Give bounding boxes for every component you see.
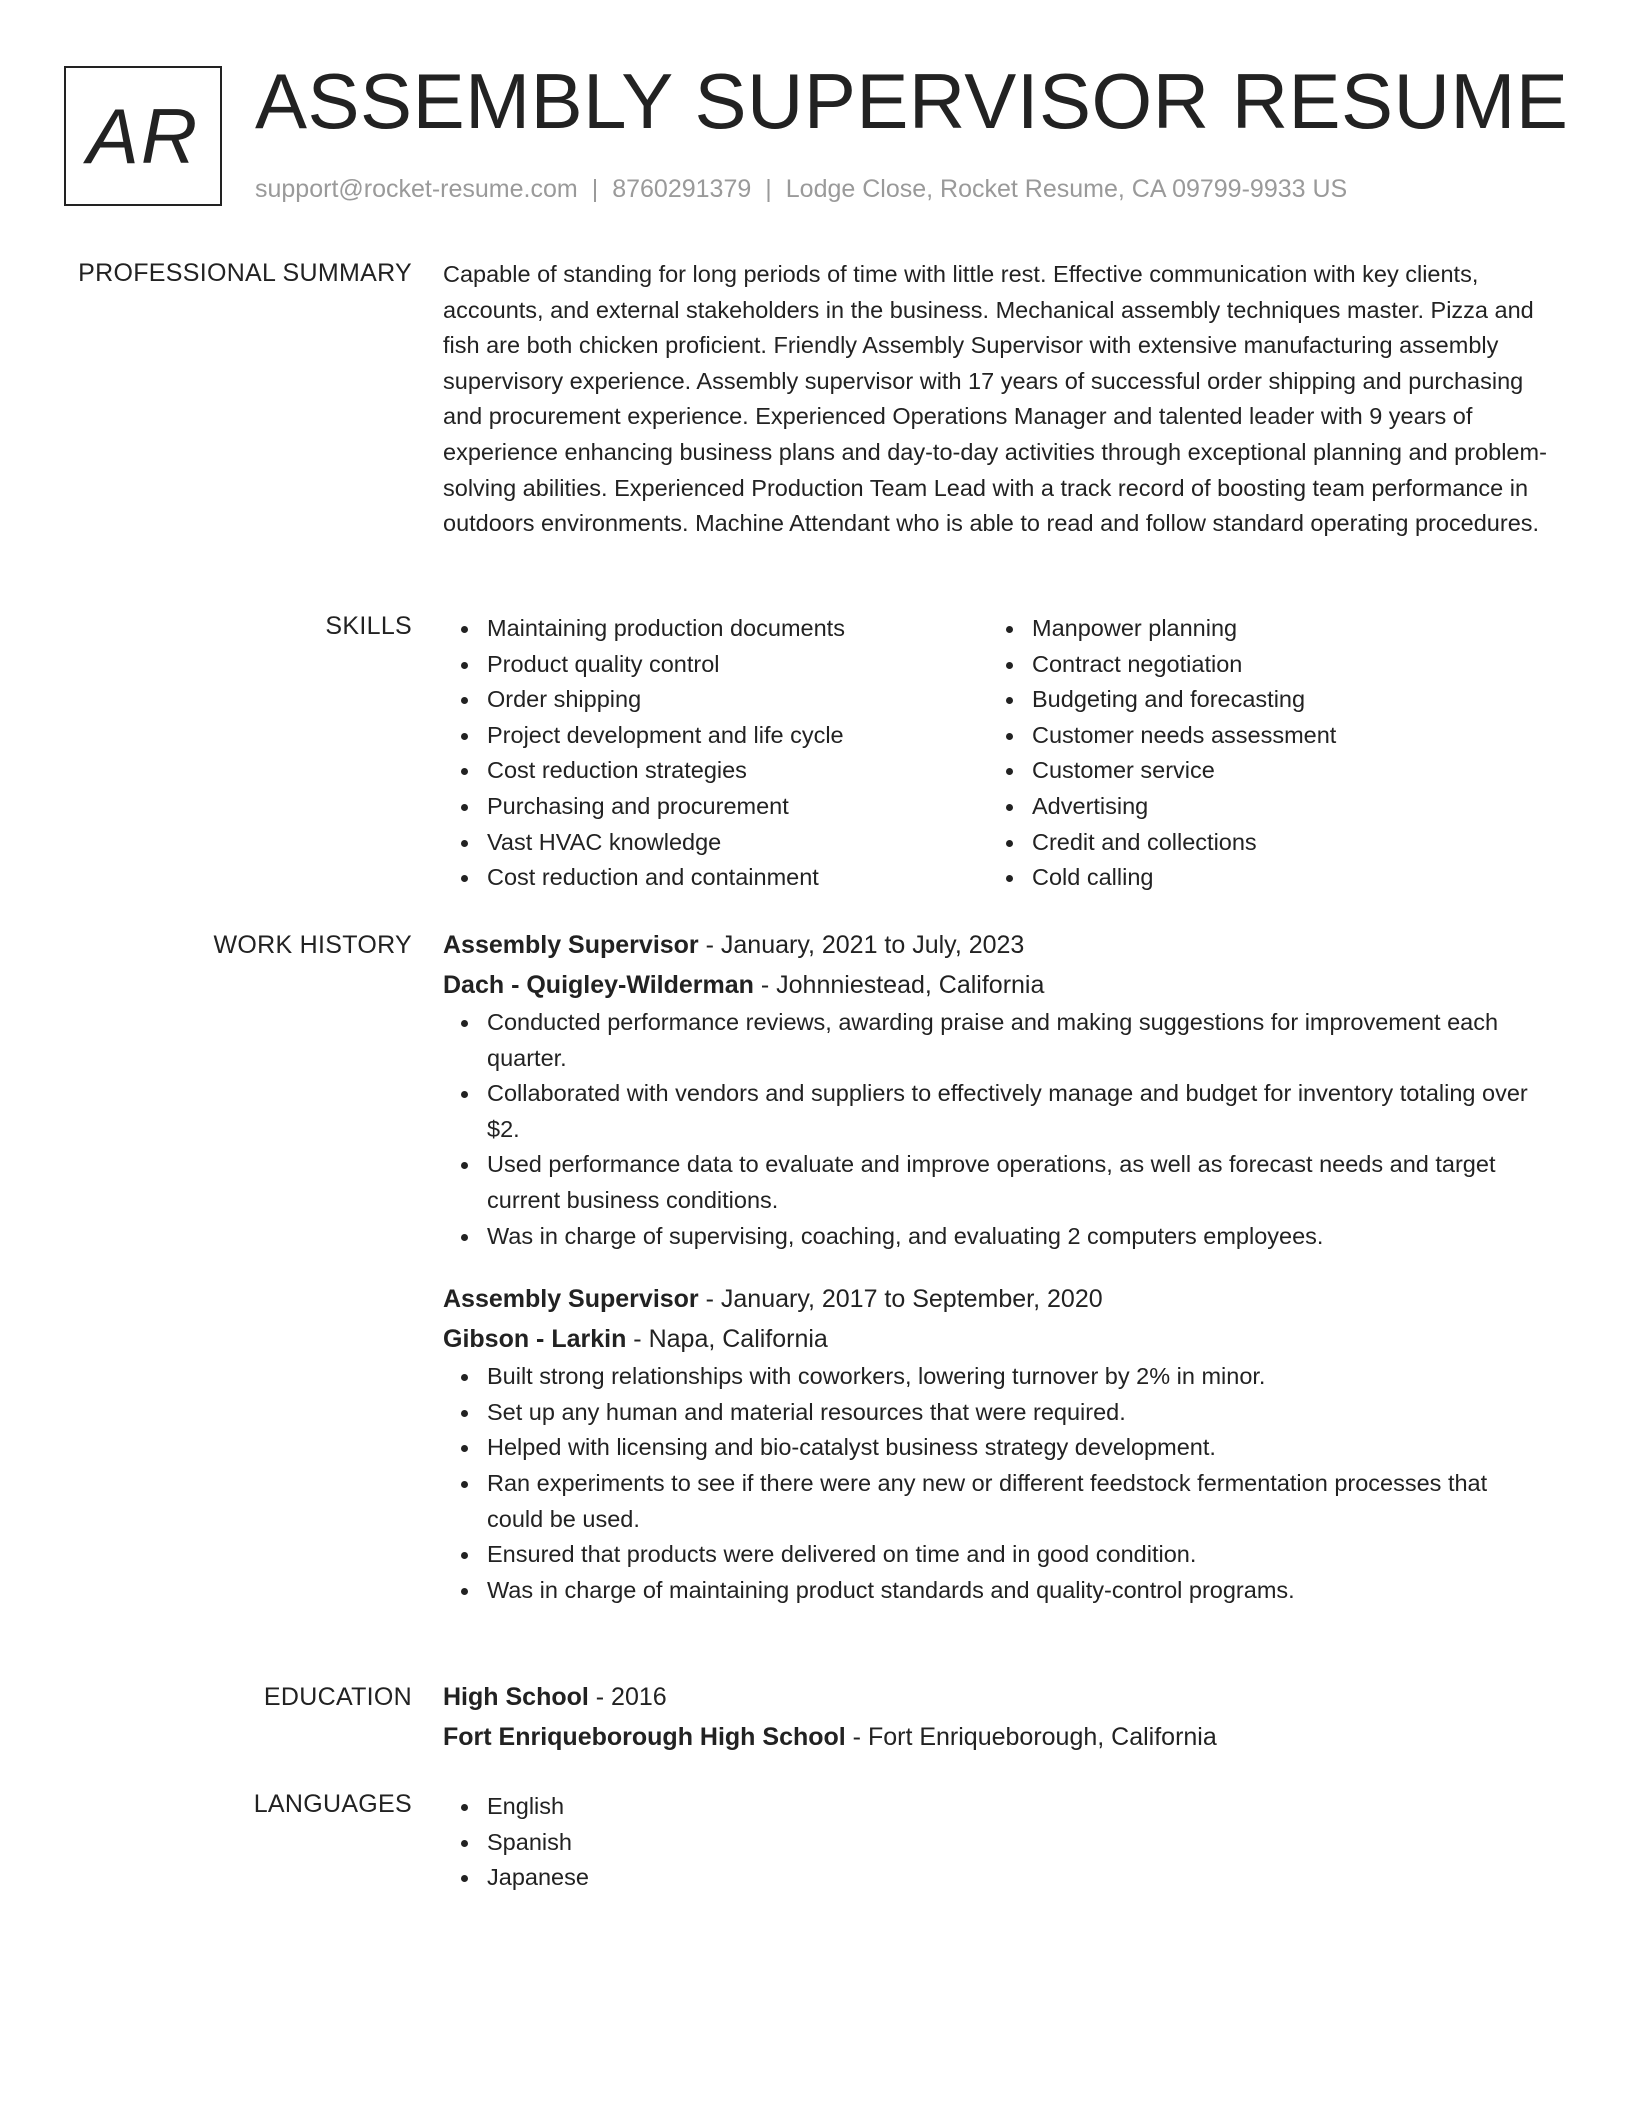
job-title-line: [443, 1279, 1548, 1319]
skill-item: Customer service: [988, 753, 1533, 789]
job-dates: - January, 2021 to July, 2023: [698, 931, 1025, 959]
skill-item: Manpower planning: [988, 611, 1533, 647]
skills-left-list: [443, 611, 988, 896]
skills-right-list: [988, 611, 1533, 896]
education-body: [443, 1677, 1548, 1757]
skill-item: Budgeting and forecasting: [988, 682, 1533, 718]
skill-item: Cost reduction strategies: [443, 753, 988, 789]
contact-line: [255, 174, 1347, 204]
job-company-line: [443, 965, 1548, 1005]
job-location: - Johnniestead, California: [753, 971, 1045, 999]
job-entry: [443, 925, 1548, 1254]
language-item: Japanese: [443, 1860, 1548, 1896]
section-label-work-history: WORK HISTORY: [213, 931, 412, 959]
skill-item: Advertising: [988, 789, 1533, 825]
skill-item: Contract negotiation: [988, 647, 1533, 683]
skills-body: [443, 611, 1548, 896]
job-bullet-item: Ensured that products were delivered on time and in good condition.: [443, 1537, 1548, 1573]
job-bullet-item: Was in charge of maintaining product standards and quality-control programs.: [443, 1573, 1548, 1609]
language-item: Spanish: [443, 1825, 1548, 1861]
education-school: Fort Enriqueborough High School: [443, 1723, 846, 1751]
job-bullet-list: [443, 1005, 1548, 1254]
job-title: Assembly Supervisor: [443, 931, 699, 959]
summary-body: [443, 257, 1548, 542]
job-bullet-item: Set up any human and material resources that were required.: [443, 1395, 1548, 1431]
contact-separator: |: [765, 175, 772, 203]
job-title-line: [443, 925, 1548, 965]
skill-item: Customer needs assessment: [988, 718, 1533, 754]
job-company: Gibson - Larkin: [443, 1325, 627, 1354]
section-label-education: EDUCATION: [263, 1683, 412, 1711]
education-degree-line: [443, 1677, 1548, 1717]
job-company-line: [443, 1319, 1548, 1359]
summary-text: Capable of standing for long periods of time with little rest. Effective communication with key clients, accounts, and external stakeholders in the business. Mechanical assembly techniques master. Pizza and fish are both chicken proficient. Friendly Assembly Supervisor with extensive manufacturing assembly supervisory experience. Assembly supervisor with 17 years of successful order shipping and purchasing and procurement experience. Experienced Operations Manager and talented leader with 9 years of experience enhancing business plans and day-to-day activities through exceptional planning and problem-solving abilities. Experienced Production Team Lead with a track record of boosting team performance in outdoors environments. Machine Attendant who is able to read and follow standard operating procedures.: [443, 261, 1547, 537]
contact-address: Lodge Close, Rocket Resume, CA 09799-9933 US: [785, 175, 1348, 203]
contact-separator: |: [591, 175, 599, 203]
contact-email: support@rocket-resume.com: [255, 175, 578, 203]
job-bullet-item: Helped with licensing and bio-catalyst business strategy development.: [443, 1430, 1548, 1466]
job-bullet-item: Collaborated with vendors and suppliers to effectively manage and budget for inventory totaling over $2.: [443, 1076, 1548, 1147]
skill-item: Maintaining production documents: [443, 611, 988, 647]
skill-item: Purchasing and procurement: [443, 789, 988, 825]
job-title: Assembly Supervisor: [443, 1285, 699, 1314]
education-school-line: [443, 1717, 1548, 1757]
work-history-body: [443, 925, 1548, 1608]
skill-item: Vast HVAC knowledge: [443, 825, 988, 861]
section-label-summary: PROFESSIONAL SUMMARY: [78, 259, 412, 287]
job-bullet-item: Built strong relationships with coworkers, lowering turnover by 2% in minor.: [443, 1359, 1548, 1395]
skill-item: Product quality control: [443, 647, 988, 683]
job-company: Dach - Quigley-Wilderman: [443, 971, 754, 999]
job-bullet-item: Used performance data to evaluate and improve operations, as well as forecast needs and target current business conditions.: [443, 1147, 1548, 1218]
job-bullet-item: Ran experiments to see if there were any new or different feedstock fermentation processes that could be used.: [443, 1466, 1548, 1537]
job-bullet-list: [443, 1359, 1548, 1608]
skill-item: Order shipping: [443, 682, 988, 718]
skill-item: Cost reduction and containment: [443, 860, 988, 896]
languages-list: [443, 1789, 1548, 1896]
skills-grid: [443, 611, 1548, 896]
languages-body: [443, 1789, 1548, 1896]
job-dates: - January, 2017 to September, 2020: [698, 1285, 1103, 1314]
section-label-languages: LANGUAGES: [253, 1790, 412, 1818]
job-bullet-item: Was in charge of supervising, coaching, and evaluating 2 computers employees.: [443, 1219, 1548, 1255]
skill-item: Credit and collections: [988, 825, 1533, 861]
education-year: - 2016: [588, 1683, 667, 1711]
job-entry: [443, 1279, 1548, 1608]
skill-item: Project development and life cycle: [443, 718, 988, 754]
skill-item: Cold calling: [988, 860, 1533, 896]
job-location: - Napa, California: [626, 1325, 828, 1354]
monogram-logo: AR: [64, 66, 222, 206]
job-bullet-item: Conducted performance reviews, awarding praise and making suggestions for improvement each quarter.: [443, 1005, 1548, 1076]
resume-title: ASSEMBLY SUPERVISOR RESUME: [255, 57, 1569, 145]
section-label-skills: SKILLS: [325, 612, 412, 640]
language-item: English: [443, 1789, 1548, 1825]
education-degree: High School: [443, 1683, 589, 1711]
education-location: - Fort Enriqueborough, California: [845, 1723, 1217, 1751]
contact-phone: 8760291379: [612, 175, 752, 203]
